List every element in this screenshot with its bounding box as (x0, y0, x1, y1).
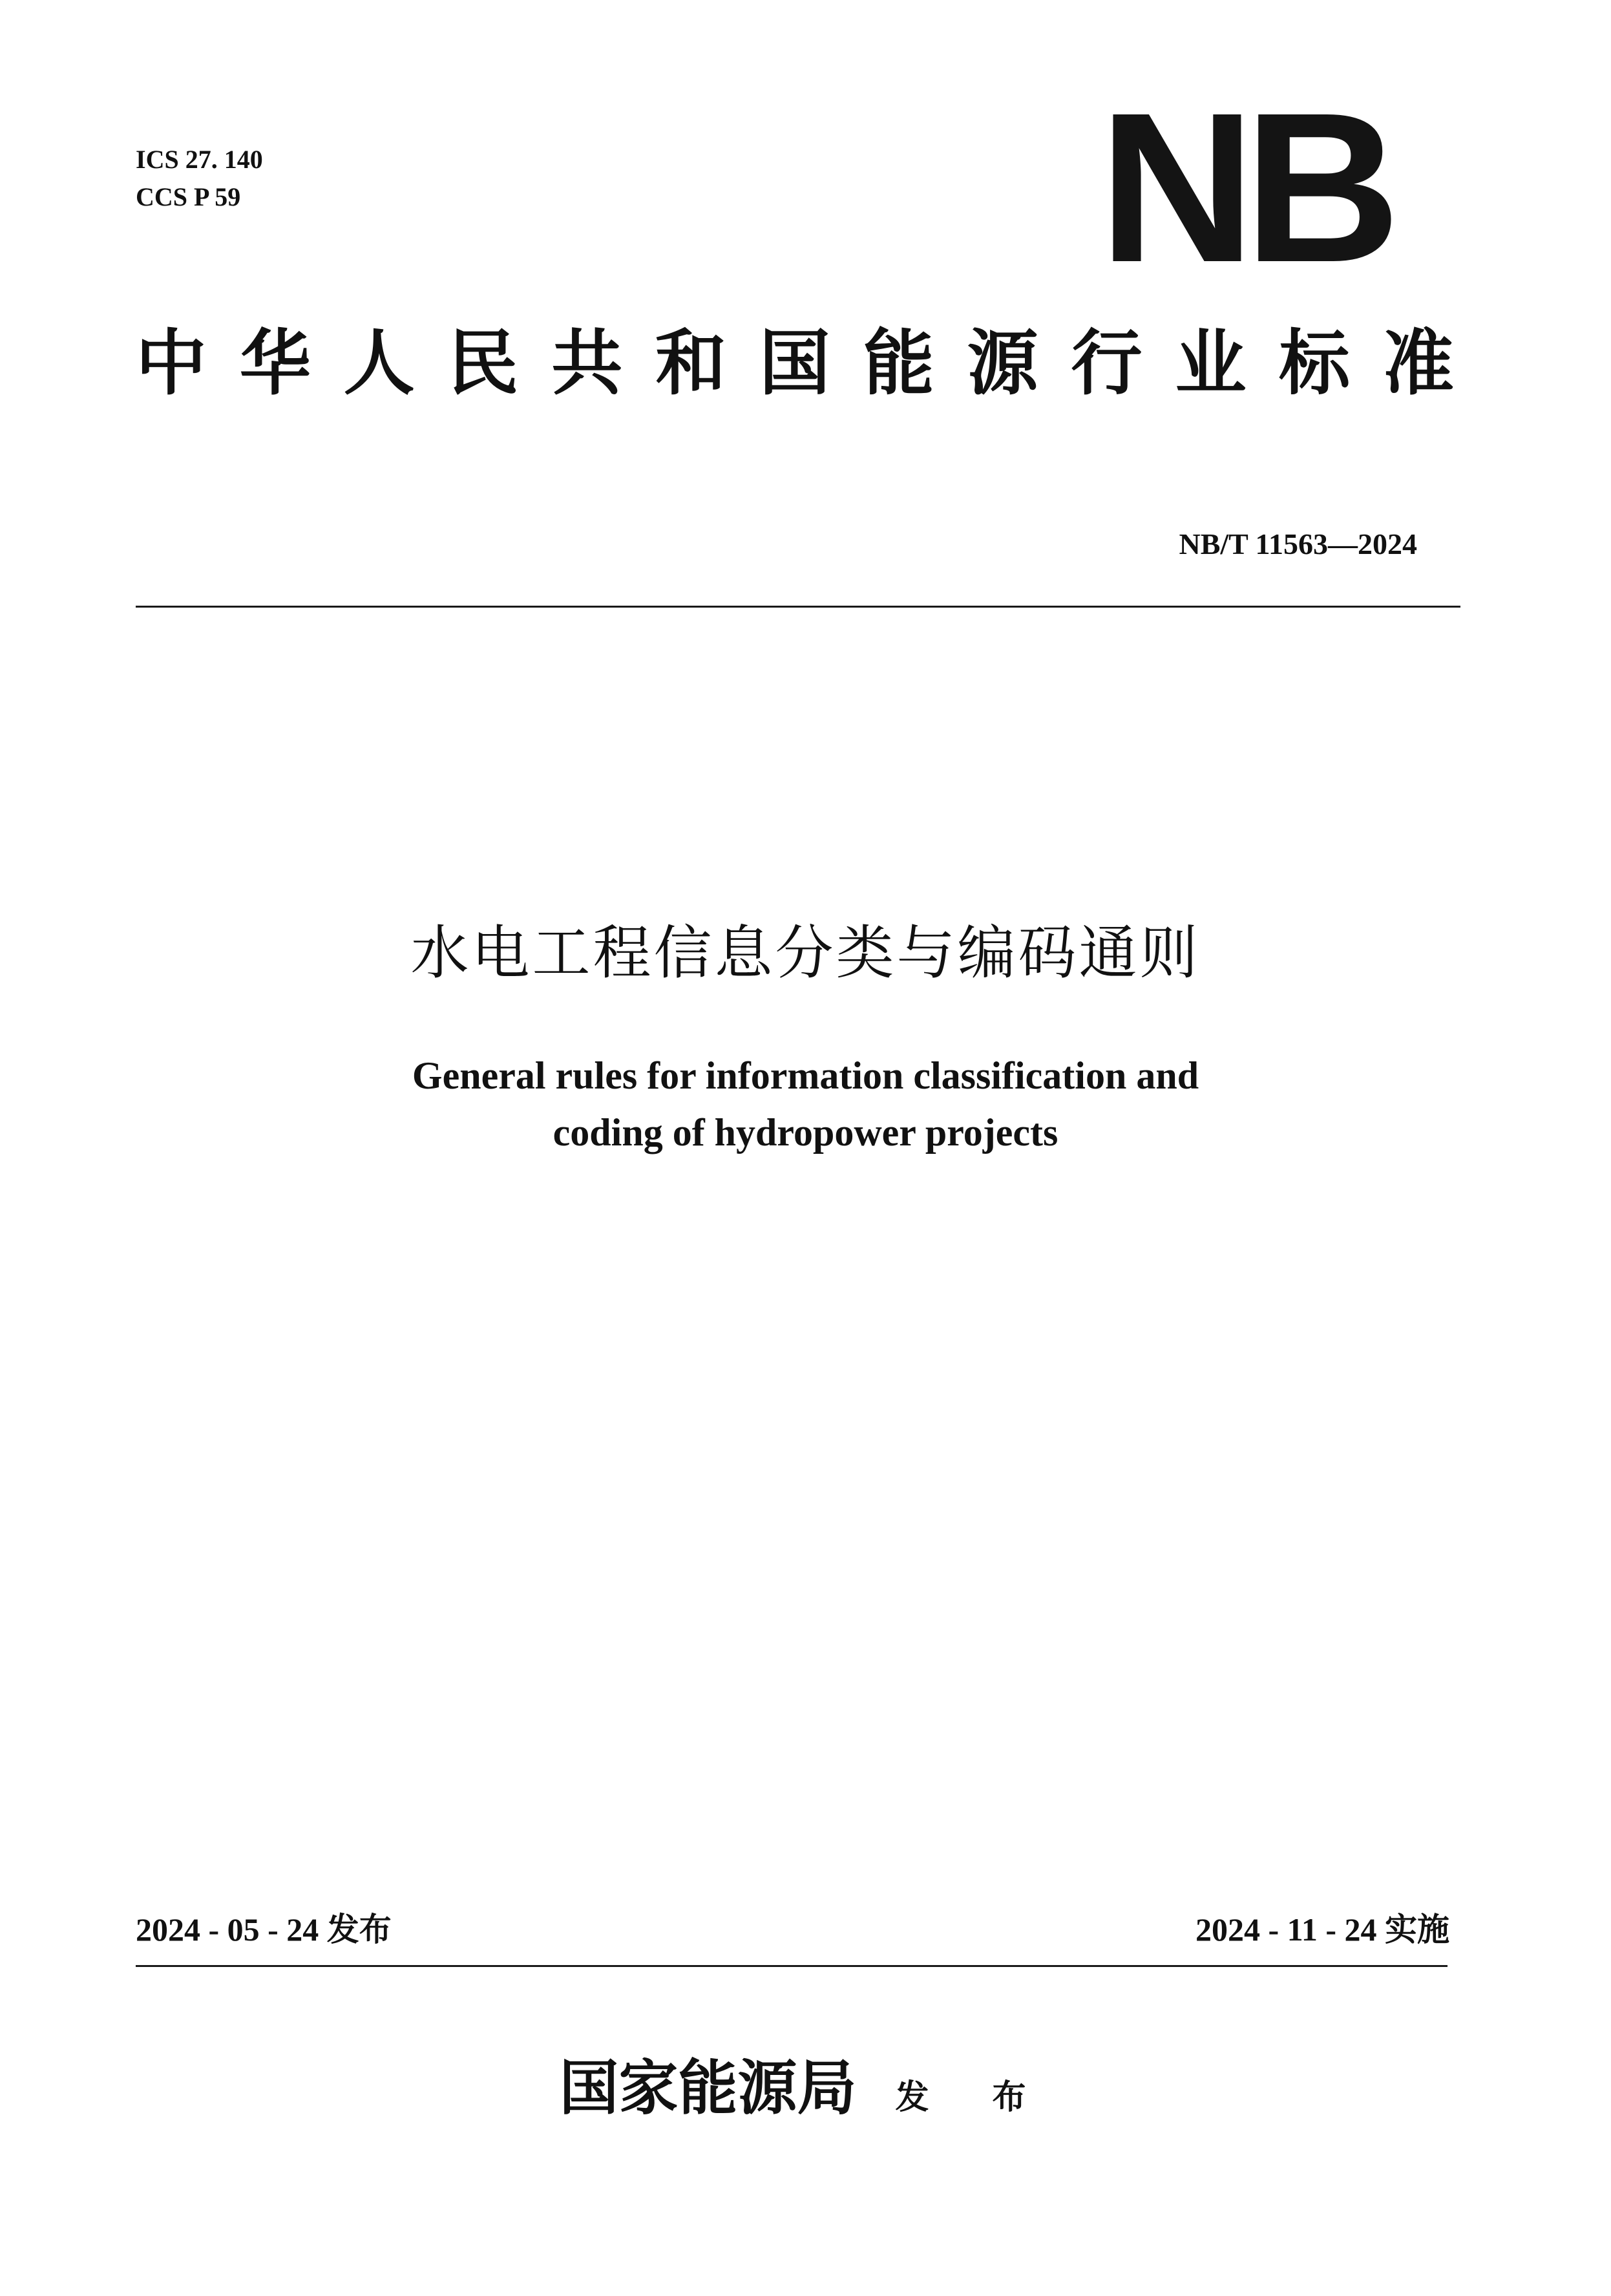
organization-title: 中华人民共和国能源行业标准 (136, 321, 1454, 405)
top-divider (136, 606, 1460, 608)
implementation-date: 2024 - 11 - 24 实施 (1195, 1911, 1449, 1948)
nb-logo: NB (1099, 68, 1389, 306)
issue-date: 2024 - 05 - 24 发布 (136, 1911, 392, 1948)
english-title-line-1: General rules for information classification and (412, 1054, 1199, 1097)
ccs-code: CCS P 59 (136, 182, 241, 211)
publisher-line (0, 2049, 1611, 2127)
chinese-title: 水电工程信息分类与编码通则 (410, 919, 1201, 987)
english-title-line-2: coding of hydropower projects (553, 1111, 1058, 1154)
publish-label: 发 布 (895, 2078, 1052, 2117)
standard-number: NB/T 11563—2024 (1179, 527, 1417, 560)
ics-code: ICS 27. 140 (136, 145, 263, 174)
english-title (0, 1047, 1611, 1161)
bottom-divider (136, 1965, 1448, 1967)
publisher-name: 国家能源局 (559, 2053, 857, 2123)
classification-codes (136, 141, 263, 216)
